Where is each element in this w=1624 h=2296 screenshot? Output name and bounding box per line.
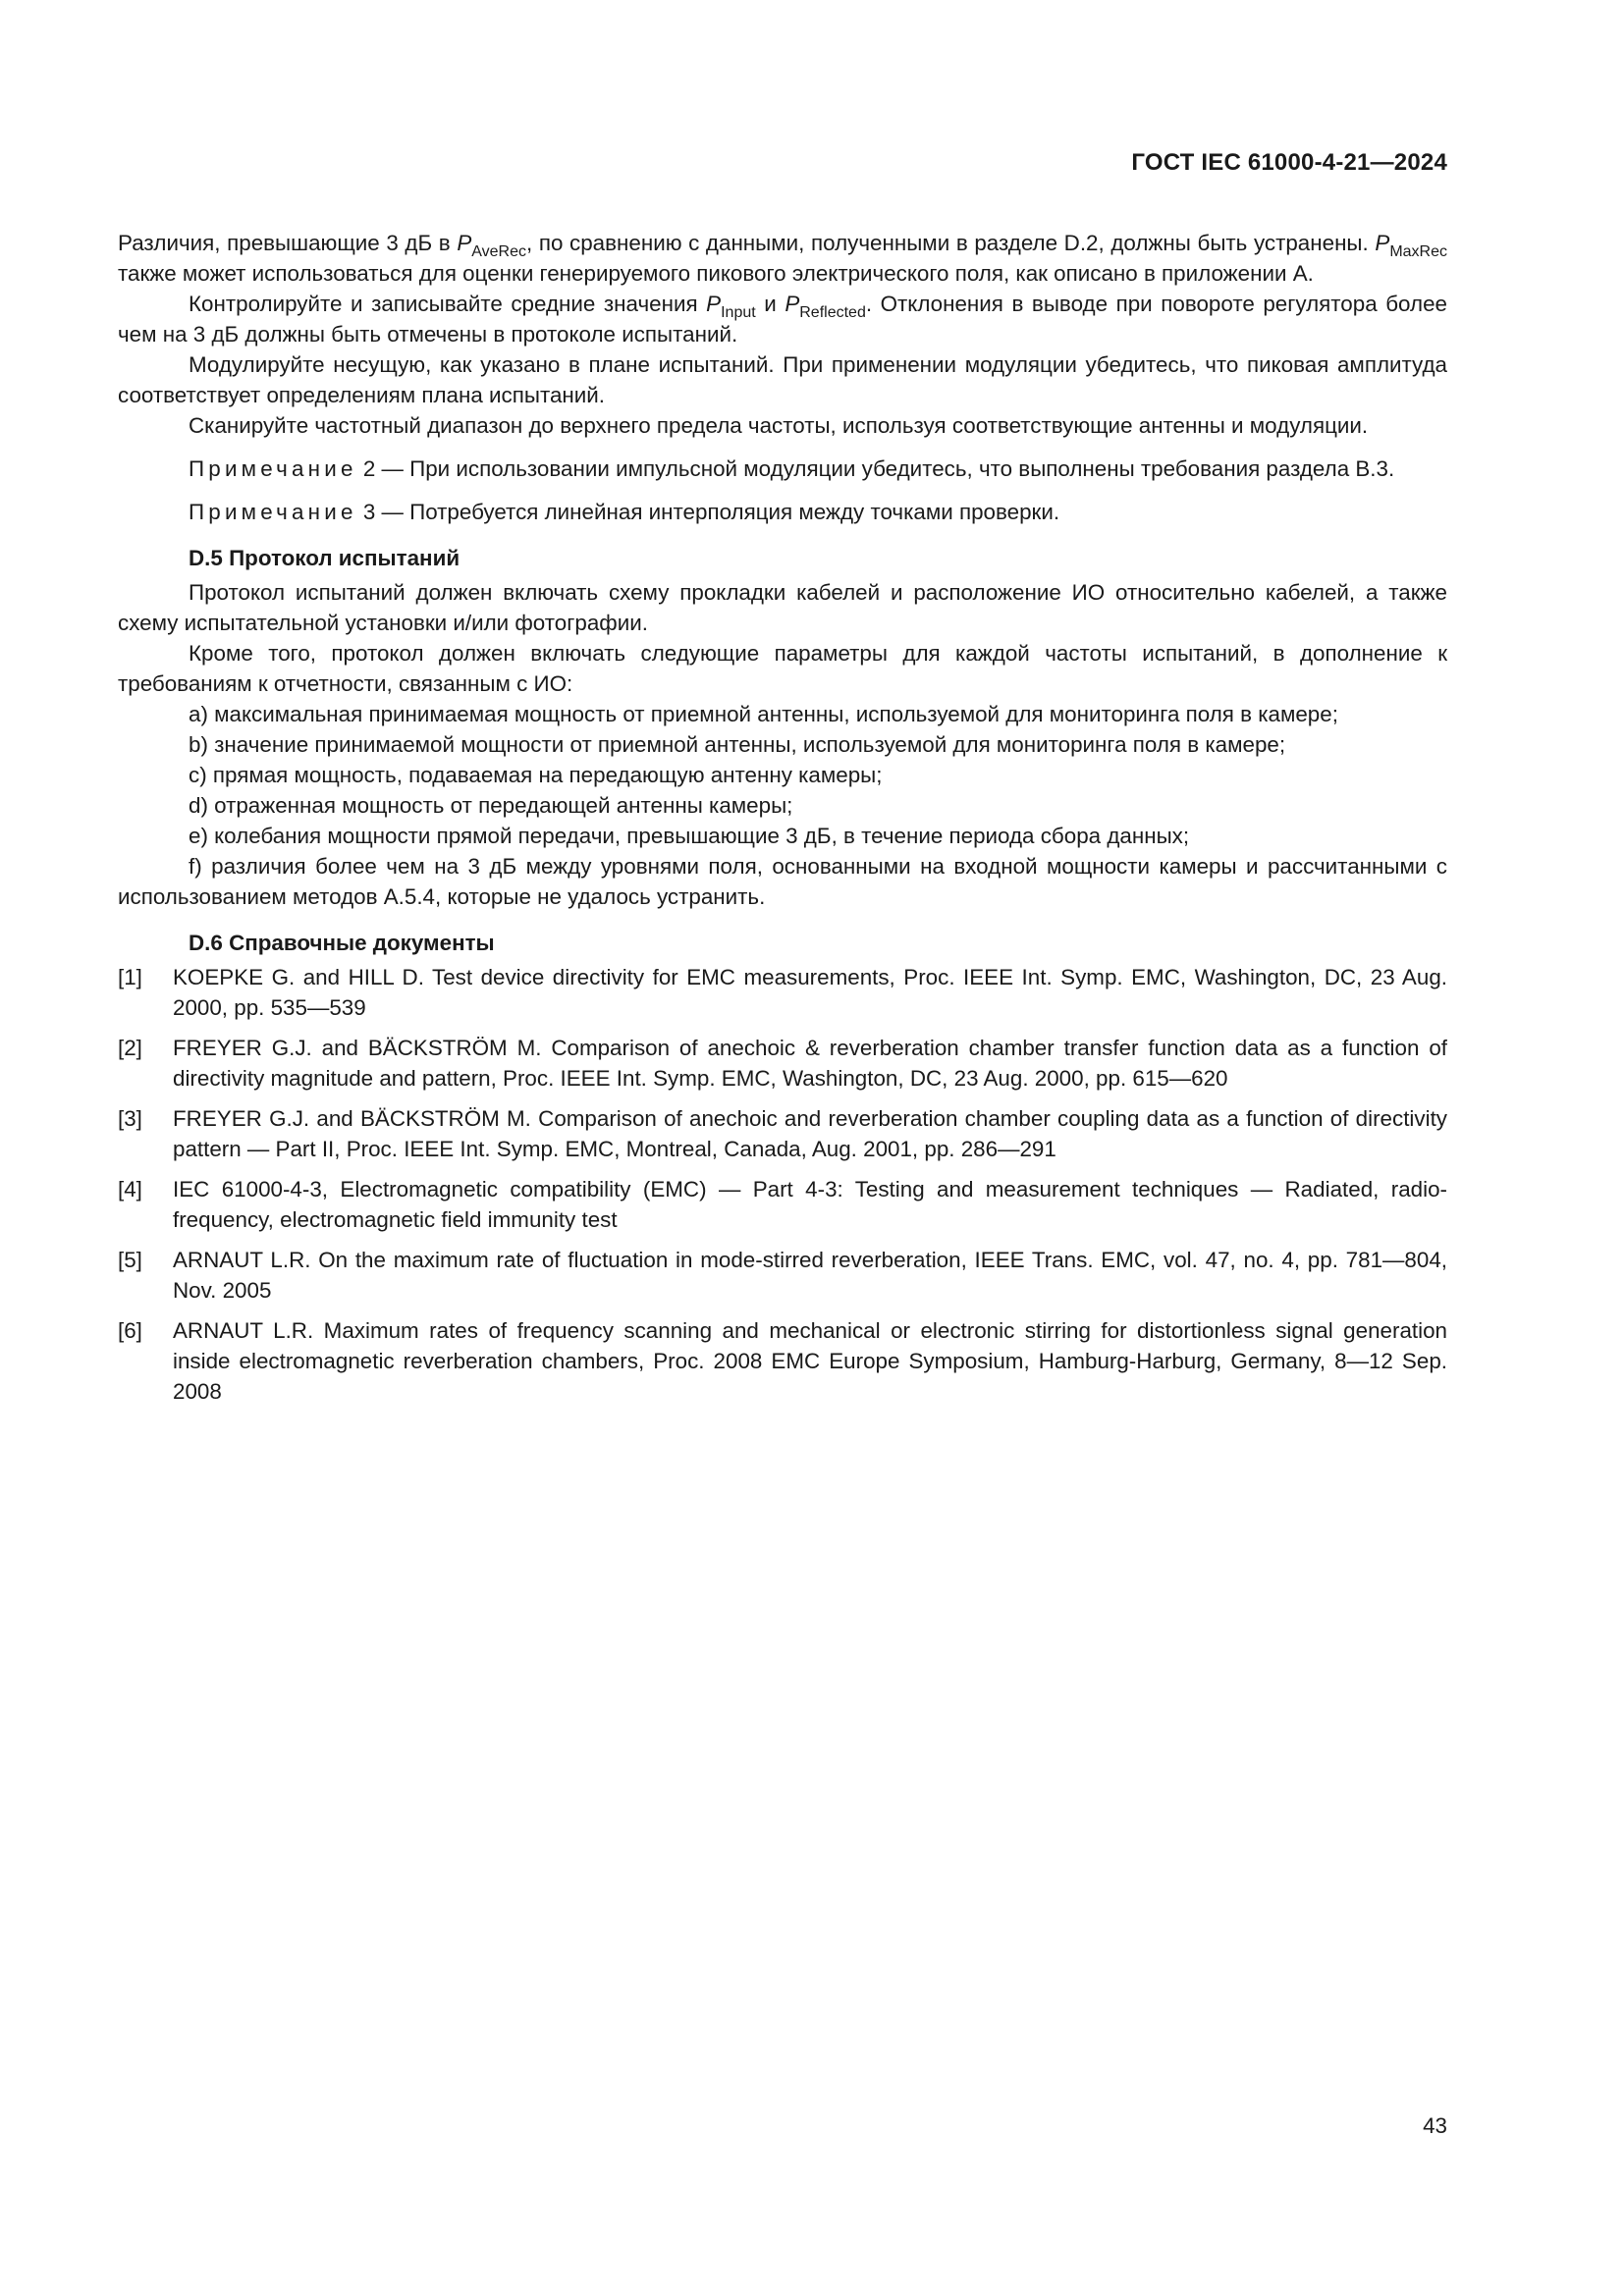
- para1-text-1: Различия, превышающие 3 дБ в: [118, 231, 458, 255]
- section-d5-paragraph-2: Кроме того, протокол должен включать следующие параметры для каждой частоты испытаний, в дополнение к требованиям к отчетности, связанным с ИО:: [118, 641, 1447, 696]
- section-d6-heading: D.6 Справочные документы: [189, 931, 495, 955]
- reference-number: [5]: [118, 1248, 142, 1272]
- reference-text: FREYER G.J. and BÄCKSTRÖM M. Comparison of anechoic and reverberation chamber coupling data as a function of directivity pattern — Part II, Proc. IEEE Int. Symp. EMC, Montreal, Canada, Aug. 2001, pp. 286—291: [173, 1106, 1447, 1161]
- symbol-p-maxrec: P: [1375, 231, 1390, 255]
- reference-text: ARNAUT L.R. Maximum rates of frequency scanning and mechanical or electronic stirring for distortionless signal generation inside electromagnetic reverberation chambers, Proc. 2008 EMC Europe Symposium, Hamburg-Harburg, Germany, 8—12 Sep. 2008: [173, 1318, 1447, 1404]
- paragraph-differences: [118, 228, 1447, 289]
- note-3: [118, 497, 1447, 527]
- list-item-d: d) отраженная мощность от передающей антенны камеры;: [189, 793, 793, 818]
- note-3-lead: Примечание: [189, 500, 357, 524]
- list-item-e: e) колебания мощности прямой передачи, превышающие 3 дБ, в течение периода сбора данных;: [189, 824, 1190, 848]
- symbol-p-averec: P: [457, 231, 472, 255]
- list-item-f: f) различия более чем на 3 дБ между уровнями поля, основанными на входной мощности камеры и рассчитанными с использованием методов А.5.4, которые не удалось устранить.: [118, 854, 1447, 909]
- reference-item: [118, 1315, 1447, 1407]
- para2-text-2: и: [755, 292, 785, 316]
- section-d5-paragraph-1: Протокол испытаний должен включать схему прокладки кабелей и расположение ИО относительно кабелей, а также схему испытательной установки и/или фотографии.: [118, 580, 1447, 635]
- symbol-p-reflected: P: [785, 292, 800, 316]
- reference-item: [118, 1103, 1447, 1164]
- reference-item: [118, 1174, 1447, 1235]
- subscript-input: Input: [721, 304, 756, 321]
- reference-text: FREYER G.J. and BÄCKSTRÖM M. Comparison of anechoic & reverberation chamber transfer function data as a function of directivity magnitude and pattern, Proc. IEEE Int. Symp. EMC, Washington, DC, 23 Aug. 2000, pp. 615—620: [173, 1036, 1447, 1091]
- para2-text-1: Контролируйте и записывайте средние значения: [189, 292, 707, 316]
- reference-number: [4]: [118, 1177, 142, 1201]
- page-body: [118, 228, 1447, 1416]
- note-2-text: 2 — При использовании импульсной модуляции убедитесь, что выполнены требования раздела В.3.: [356, 456, 1395, 481]
- note-2-lead: Примечание: [189, 456, 357, 481]
- document-id-header: ГОСТ IEC 61000-4-21—2024: [1131, 149, 1447, 176]
- reference-text: ARNAUT L.R. On the maximum rate of fluctuation in mode-stirred reverberation, IEEE Trans. EMC, vol. 47, no. 4, pp. 781—804, Nov. 2005: [173, 1248, 1447, 1303]
- reference-item: [118, 1245, 1447, 1306]
- reference-item: [118, 1033, 1447, 1094]
- paragraph-scan: Сканируйте частотный диапазон до верхнего предела частоты, используя соответствующие антенны и модуляции.: [189, 413, 1369, 438]
- reference-number: [1]: [118, 965, 142, 989]
- subscript-maxrec: MaxRec: [1389, 243, 1447, 260]
- reference-list: [118, 962, 1447, 1407]
- page-number: 43: [1423, 2113, 1447, 2138]
- reference-number: [6]: [118, 1318, 142, 1343]
- note-3-text: 3 — Потребуется линейная интерполяция между точками проверки.: [356, 500, 1060, 524]
- note-2: [118, 454, 1447, 484]
- list-item-a: а) максимальная принимаемая мощность от приемной антенны, используемой для мониторинга поля в камере;: [189, 702, 1338, 726]
- subscript-averec: AveRec: [471, 243, 526, 260]
- reference-number: [2]: [118, 1036, 142, 1060]
- para2-text-3: . Отклонения в выводе при повороте регулятора более чем на 3 дБ должны быть отмечены в протоколе испытаний.: [118, 292, 1447, 347]
- reference-number: [3]: [118, 1106, 142, 1131]
- reference-text: KOEPKE G. and HILL D. Test device directivity for EMC measurements, Proc. IEEE Int. Symp. EMC, Washington, DC, 23 Aug. 2000, pp. 535—539: [173, 965, 1447, 1020]
- paragraph-modulate: Модулируйте несущую, как указано в плане испытаний. При применении модуляции убедитесь, что пиковая амплитуда соответствует определениям плана испытаний.: [118, 352, 1447, 407]
- symbol-p-input: P: [706, 292, 722, 316]
- reference-item: [118, 962, 1447, 1023]
- subscript-reflected: Reflected: [799, 304, 866, 321]
- list-item-b: b) значение принимаемой мощности от приемной антенны, используемой для мониторинга поля в камере;: [189, 732, 1286, 757]
- para1-text-2: , по сравнению с данными, полученными в разделе D.2, должны быть устранены.: [525, 231, 1376, 255]
- section-d5-heading: D.5 Протокол испытаний: [189, 546, 460, 570]
- reference-text: IEC 61000-4-3, Electromagnetic compatibility (EMC) — Part 4-3: Testing and measurement techniques — Radiated, radio-frequency, electromagnetic field immunity test: [173, 1177, 1447, 1232]
- list-item-c: c) прямая мощность, подаваемая на передающую антенну камеры;: [189, 763, 883, 787]
- para1-text-3: также может использоваться для оценки генерируемого пикового электрического поля, как описано в приложении А.: [118, 261, 1314, 286]
- paragraph-monitor-power: [118, 289, 1447, 349]
